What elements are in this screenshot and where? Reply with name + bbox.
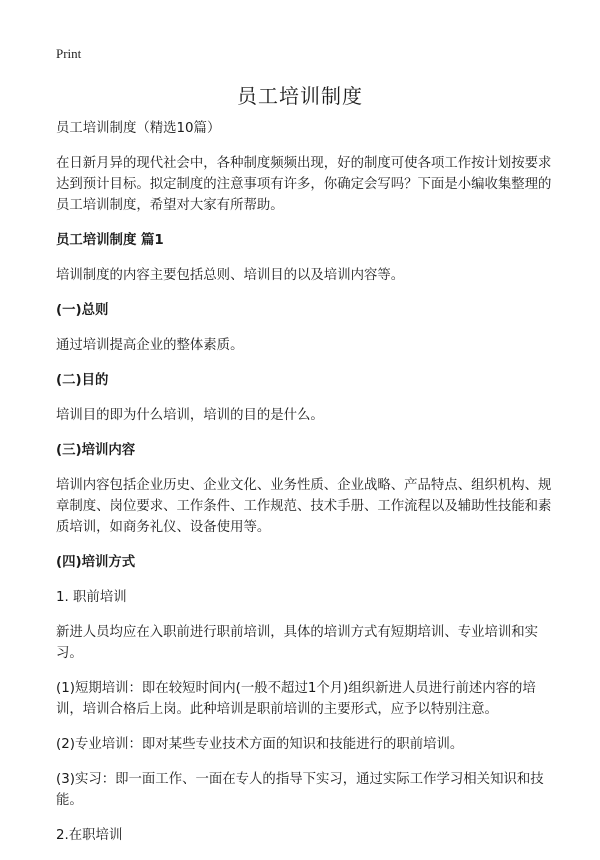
intro-paragraph: 在日新月异的现代社会中，各种制度频频出现，好的制度可使各项工作按计划按要求达到预计目标。拟定制度的注意事项有许多，你确定会写吗？下面是小编收集整理的员工培训制度，希望对大家有所帮助。 [56, 156, 552, 213]
general-text: 通过培训提高企业的整体素质。 [56, 338, 244, 353]
contents-heading: (三)培训内容 [56, 443, 136, 458]
pre-job-heading: 1. 职前培训 [56, 590, 127, 605]
general-heading: (一)总则 [56, 303, 109, 318]
section-heading: 员工培训制度 篇1 [56, 233, 164, 248]
purpose-heading: (二)目的 [56, 373, 109, 388]
page-title: 员工培训制度 [237, 84, 363, 108]
method-item-3: (3)实习：即一面工作、一面在专人的指导下实习，通过实际工作学习相关知识和技能。 [56, 772, 544, 808]
contents-text: 培训内容包括企业历史、企业文化、业务性质、企业战略、产品特点、组织机构、规章制度、岗位要求、工作条件、工作规范、技术手册、工作流程以及辅助性技能和素质培训，如商务礼仪、设备使用等。 [56, 478, 552, 535]
on-job-heading: 2.在职培训 [56, 828, 123, 843]
print-link[interactable]: Print [56, 46, 82, 61]
method-item-1: (1)短期培训：即在较短时间内(一般不超过1个月)组织新进人员进行前述内容的培训，培训合格后上岗。此种培训是职前培训的主要形式，应予以特别注意。 [56, 681, 536, 717]
method-item-2: (2)专业培训：即对某些专业技术方面的知识和技能进行的职前培训。 [56, 737, 464, 752]
purpose-text: 培训目的即为什么培训，培训的目的是什么。 [56, 408, 324, 423]
methods-heading: (四)培训方式 [56, 555, 136, 570]
section-lead: 培训制度的内容主要包括总则、培训目的以及培训内容等。 [56, 268, 405, 283]
article-body [56, 118, 552, 860]
subtitle: 员工培训制度（精选10篇） [56, 121, 221, 136]
pre-job-text: 新进人员均应在入职前进行职前培训，具体的培训方式有短期培训、专业培训和实习。 [56, 625, 539, 661]
